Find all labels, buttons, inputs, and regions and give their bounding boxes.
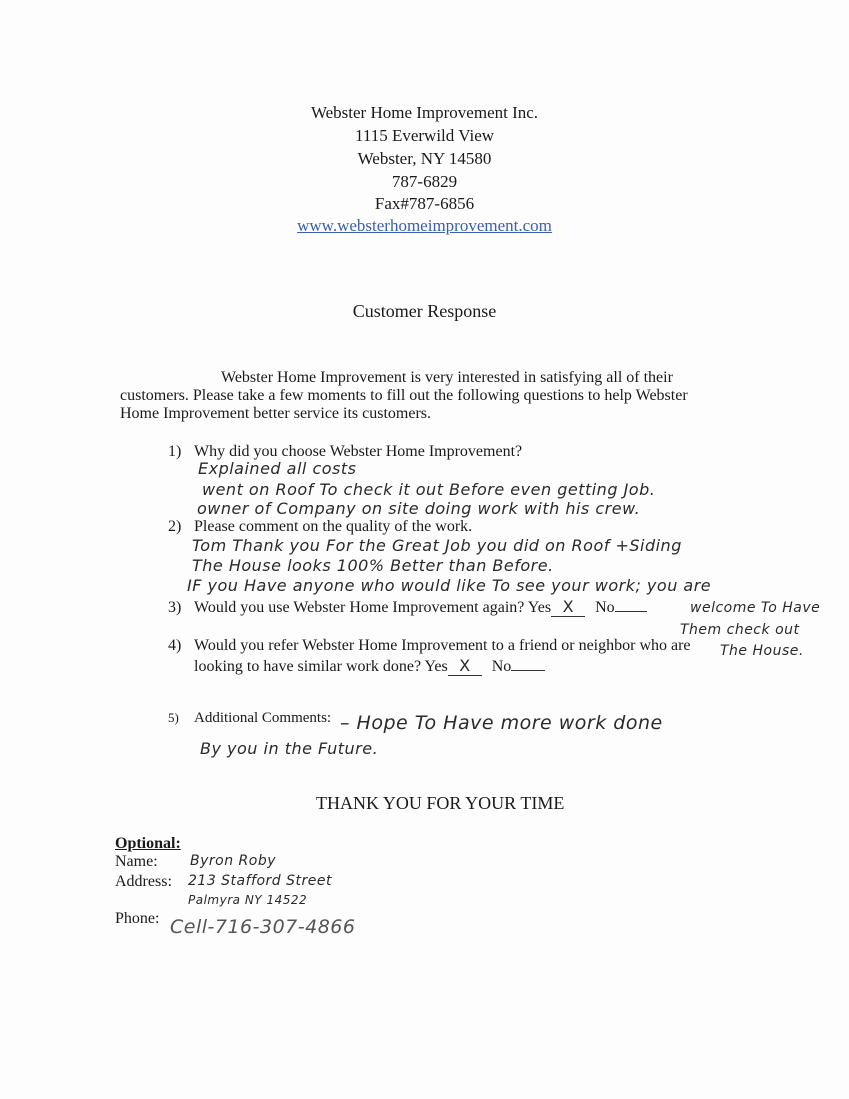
question-text: Would you use Webster Home Improvement again? — [194, 599, 525, 616]
yes-label: Yes — [527, 599, 552, 616]
thank-you-text: THANK YOU FOR YOUR TIME — [316, 793, 565, 813]
company-city: Webster, NY 14580 — [357, 149, 492, 168]
no-label: No — [491, 658, 512, 675]
optional-heading: Optional: — [115, 835, 181, 852]
answer-2-line-5: Them check out — [680, 622, 800, 638]
intro-line-1: Webster Home Improvement is very interested in satisfying all of their — [221, 369, 673, 386]
address-line-2: Palmyra NY 14522 — [188, 893, 308, 907]
yes-label: Yes — [424, 658, 448, 675]
no-checkbox[interactable] — [615, 611, 647, 612]
answer-1-line-3: owner of Company on site doing work with his crew. — [197, 499, 641, 518]
name-value: Byron Roby — [190, 853, 276, 869]
answer-2-line-6: The House. — [720, 643, 804, 659]
company-street: 1115 Everwild View — [354, 126, 495, 145]
company-fax: Fax#787-6856 — [374, 194, 475, 213]
address-line-1: 213 Stafford Street — [188, 873, 332, 889]
question-2 — [168, 518, 472, 536]
answer-5-line-1: – Hope To Have more work done — [340, 712, 663, 734]
company-name: Webster Home Improvement Inc. — [310, 103, 539, 122]
phone-value: Cell-716-307-4866 — [170, 916, 356, 938]
question-number: 3) — [168, 599, 182, 616]
question-text: Additional Comments: — [194, 710, 332, 726]
intro-line-3: Home Improvement better service its customers. — [120, 405, 432, 422]
answer-2-line-1: Tom Thank you For the Great Job you did on Roof +Siding — [192, 536, 682, 555]
question-number: 1) — [168, 443, 182, 460]
question-4-line-2 — [194, 656, 545, 676]
company-website-link[interactable]: www.websterhomeimprovement.com — [297, 216, 552, 235]
question-5 — [168, 710, 331, 727]
question-4 — [168, 637, 691, 655]
no-label: No — [595, 599, 615, 616]
question-number: 4) — [168, 637, 182, 654]
question-text: looking to have similar work done? — [194, 658, 422, 675]
no-checkbox[interactable] — [511, 670, 545, 671]
answer-2-line-4: welcome To Have — [690, 600, 821, 616]
intro-line-2: customers. Please take a few moments to fill out the following questions to help Webster — [120, 387, 688, 404]
yes-checkbox[interactable]: X — [551, 597, 585, 617]
question-number: 5) — [168, 710, 179, 725]
answer-1-line-1: Explained all costs — [198, 459, 357, 478]
answer-5-line-2: By you in the Future. — [200, 739, 379, 758]
yes-checkbox[interactable]: X — [448, 656, 482, 676]
answer-1-line-2: went on Roof To check it out Before even getting Job. — [202, 480, 656, 499]
form-title: Customer Response — [352, 301, 497, 321]
answer-2-line-3: IF you Have anyone who would like To see your work; you are — [187, 576, 712, 595]
phone-label: Phone: — [115, 910, 160, 927]
question-number: 2) — [168, 518, 182, 535]
company-phone: 787-6829 — [391, 172, 458, 191]
company-website-wrap — [0, 216, 849, 236]
answer-2-line-2: The House looks 100% Better than Before. — [192, 556, 554, 575]
question-text: Would you refer Webster Home Improvement to a friend or neighbor who are — [194, 637, 691, 654]
question-text: Please comment on the quality of the work. — [194, 518, 473, 535]
question-text: Why did you choose Webster Home Improvement? — [194, 443, 523, 460]
question-3 — [168, 597, 647, 617]
name-label: Name: — [115, 853, 158, 870]
address-label: Address: — [115, 873, 172, 890]
